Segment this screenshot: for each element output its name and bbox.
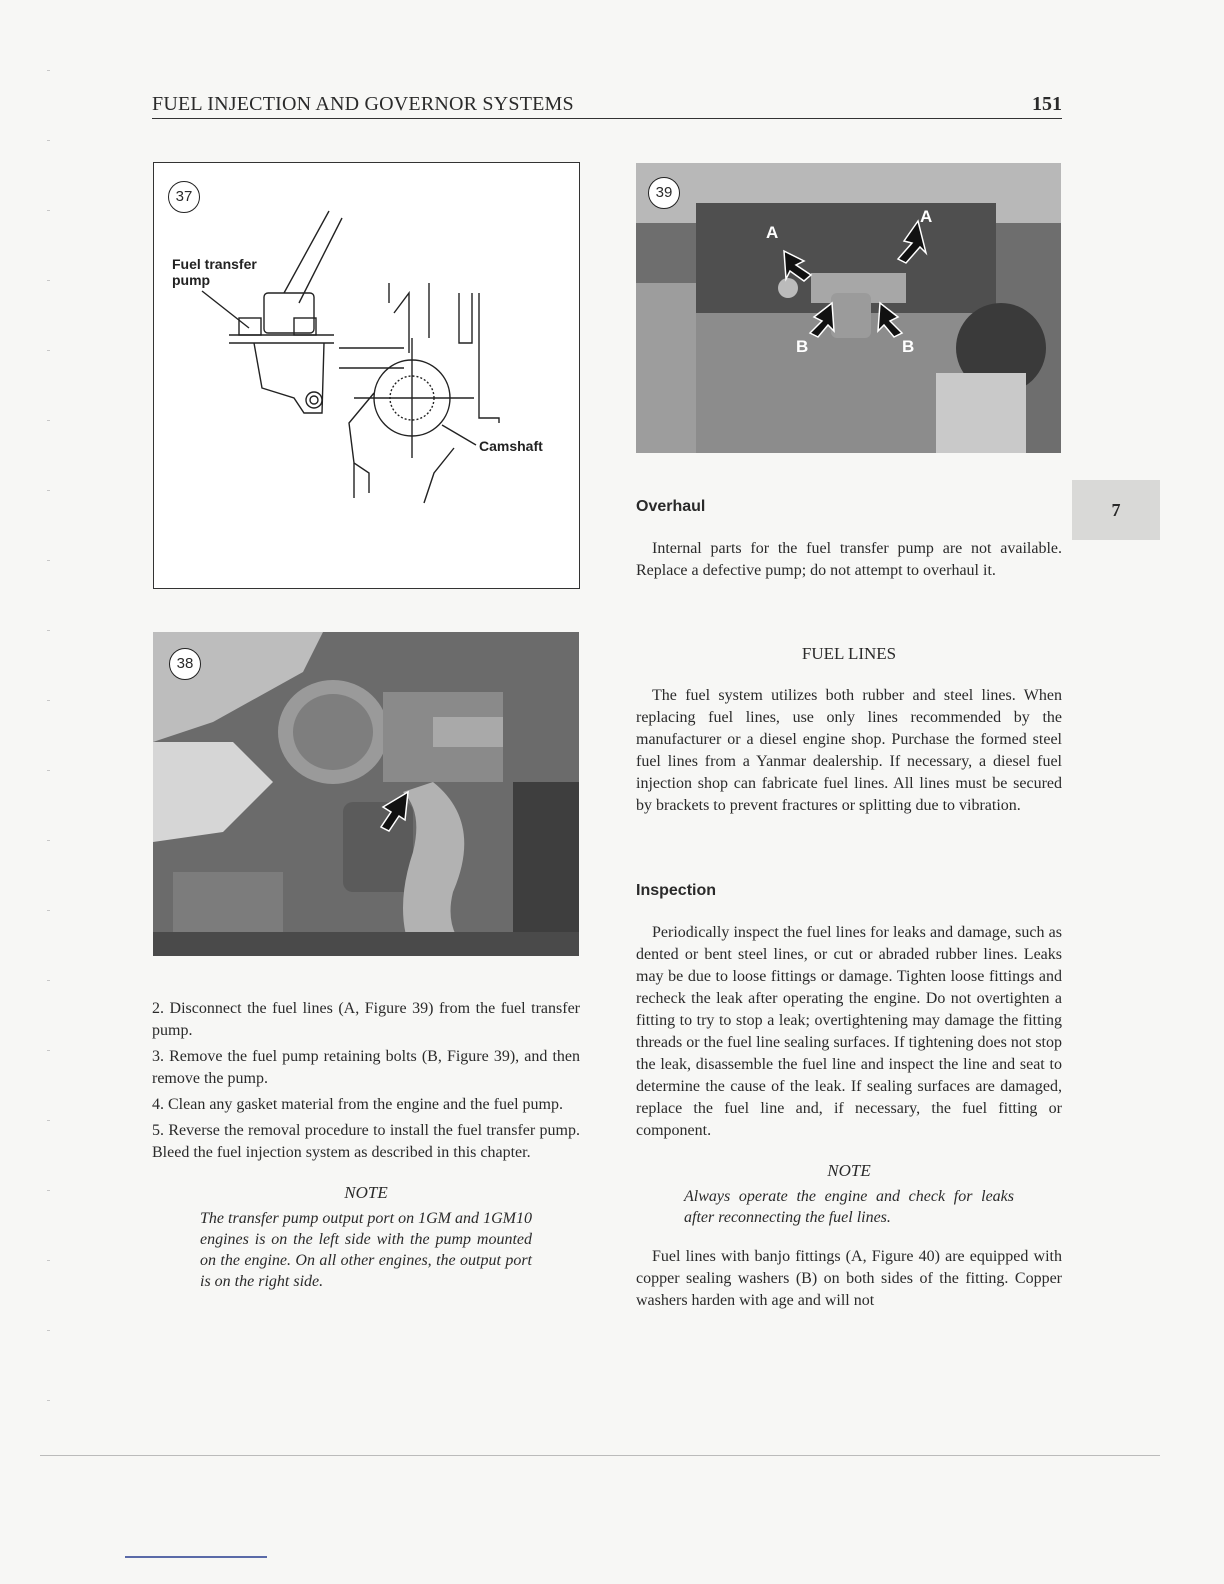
fuel-transfer-pump-label: Fuel transfer pump — [172, 256, 257, 288]
chapter-title: FUEL INJECTION AND GOVERNOR SYSTEMS — [152, 93, 574, 115]
camshaft-label: Camshaft — [479, 438, 543, 454]
figure-38-number: 38 — [169, 648, 201, 680]
inspection-heading: Inspection — [636, 882, 717, 899]
figure-37-number: 37 — [168, 181, 200, 213]
right-note-heading: NOTE — [827, 1161, 871, 1180]
callout-b-right: B — [902, 337, 915, 356]
chapter-tab: 7 — [1072, 480, 1160, 540]
step-2: 2. Disconnect the fuel lines (A, Figure 39) from the fuel transfer pump. — [152, 1000, 580, 1039]
figure-39-photo — [636, 163, 1061, 453]
figure-37-diagram — [153, 162, 580, 589]
figure-38-photo — [153, 632, 579, 956]
bottom-edge-mark — [125, 1556, 267, 1558]
pump-camshaft-drawing — [154, 163, 579, 588]
fuel-lines-heading: FUEL LINES — [801, 644, 897, 663]
callout-a-left: A — [766, 223, 779, 242]
fuel-lines-section — [636, 643, 1062, 821]
overhaul-heading: Overhaul — [636, 498, 706, 515]
engine-photo-38 — [153, 632, 579, 956]
engine-photo-39 — [636, 163, 1061, 453]
step-5: 5. Reverse the removal procedure to install the fuel transfer pump. Bleed the fuel injection system as described in this chapter. — [152, 1122, 580, 1161]
overhaul-section — [636, 496, 1062, 586]
callout-b-left: B — [796, 337, 809, 356]
figure-39-number: 39 — [648, 177, 680, 209]
step-3: 3. Remove the fuel pump retaining bolts (B, Figure 39), and then remove the pump. — [152, 1048, 580, 1087]
right-note-text: Always operate the engine and check for leaks after reconnecting the fuel lines. — [684, 1188, 1014, 1226]
page-number: 151 — [1032, 93, 1062, 115]
step-4: 4. Clean any gasket material from the engine and the fuel pump. — [152, 1096, 563, 1113]
page-header — [152, 88, 1062, 119]
fuel-lines-text: The fuel system utilizes both rubber and steel lines. When replacing fuel lines, use only lines recommended by the manufacturer or a diesel engine shop. Purchase the formed steel fuel lines from a Yanmar dealership. If necessary, a diesel fuel injection shop can fabricate fuel lines. All lines must be secured by brackets to prevent fractures or splitting due to vibration. — [636, 687, 1062, 814]
inspection-text: Periodically inspect the fuel lines for leaks and damage, such as dented or bent steel lines, or cut or abraded rubber lines. Leaks may be due to loose fittings or damage. Tighten loose fittings and recheck the leak after operating the engine. Do not overtighten a fitting to try to stop a leak; overtightening may damage the fitting threads or the fuel line sealing surfaces. If tightening does not stop the leak, disassemble the fuel line and inspect the line and seat to determine the cause of the leak. If sealing surfaces are damaged, replace the fuel line and, if necessary, the fuel fitting or component. — [636, 924, 1062, 1139]
callout-a-right: A — [920, 207, 933, 226]
left-note-text: The transfer pump output port on 1GM and 1GM10 engines is on the left side with the pump mounted on the engine. On all other engines, the output port is on the right side. — [200, 1210, 532, 1290]
margin-scan-marks — [46, 30, 52, 1430]
left-column-text — [152, 998, 580, 1292]
overhaul-text: Internal parts for the fuel transfer pump are not available. Replace a defective pump; do not attempt to overhaul it. — [636, 540, 1062, 579]
footer-rule — [40, 1455, 1160, 1456]
banjo-fittings-text: Fuel lines with banjo fittings (A, Figure 40) are equipped with copper sealing washers (B) on both sides of the fitting. Copper washers harden with age and will not — [636, 1248, 1062, 1309]
inspection-section — [636, 880, 1062, 1316]
left-note-heading: NOTE — [344, 1183, 388, 1202]
